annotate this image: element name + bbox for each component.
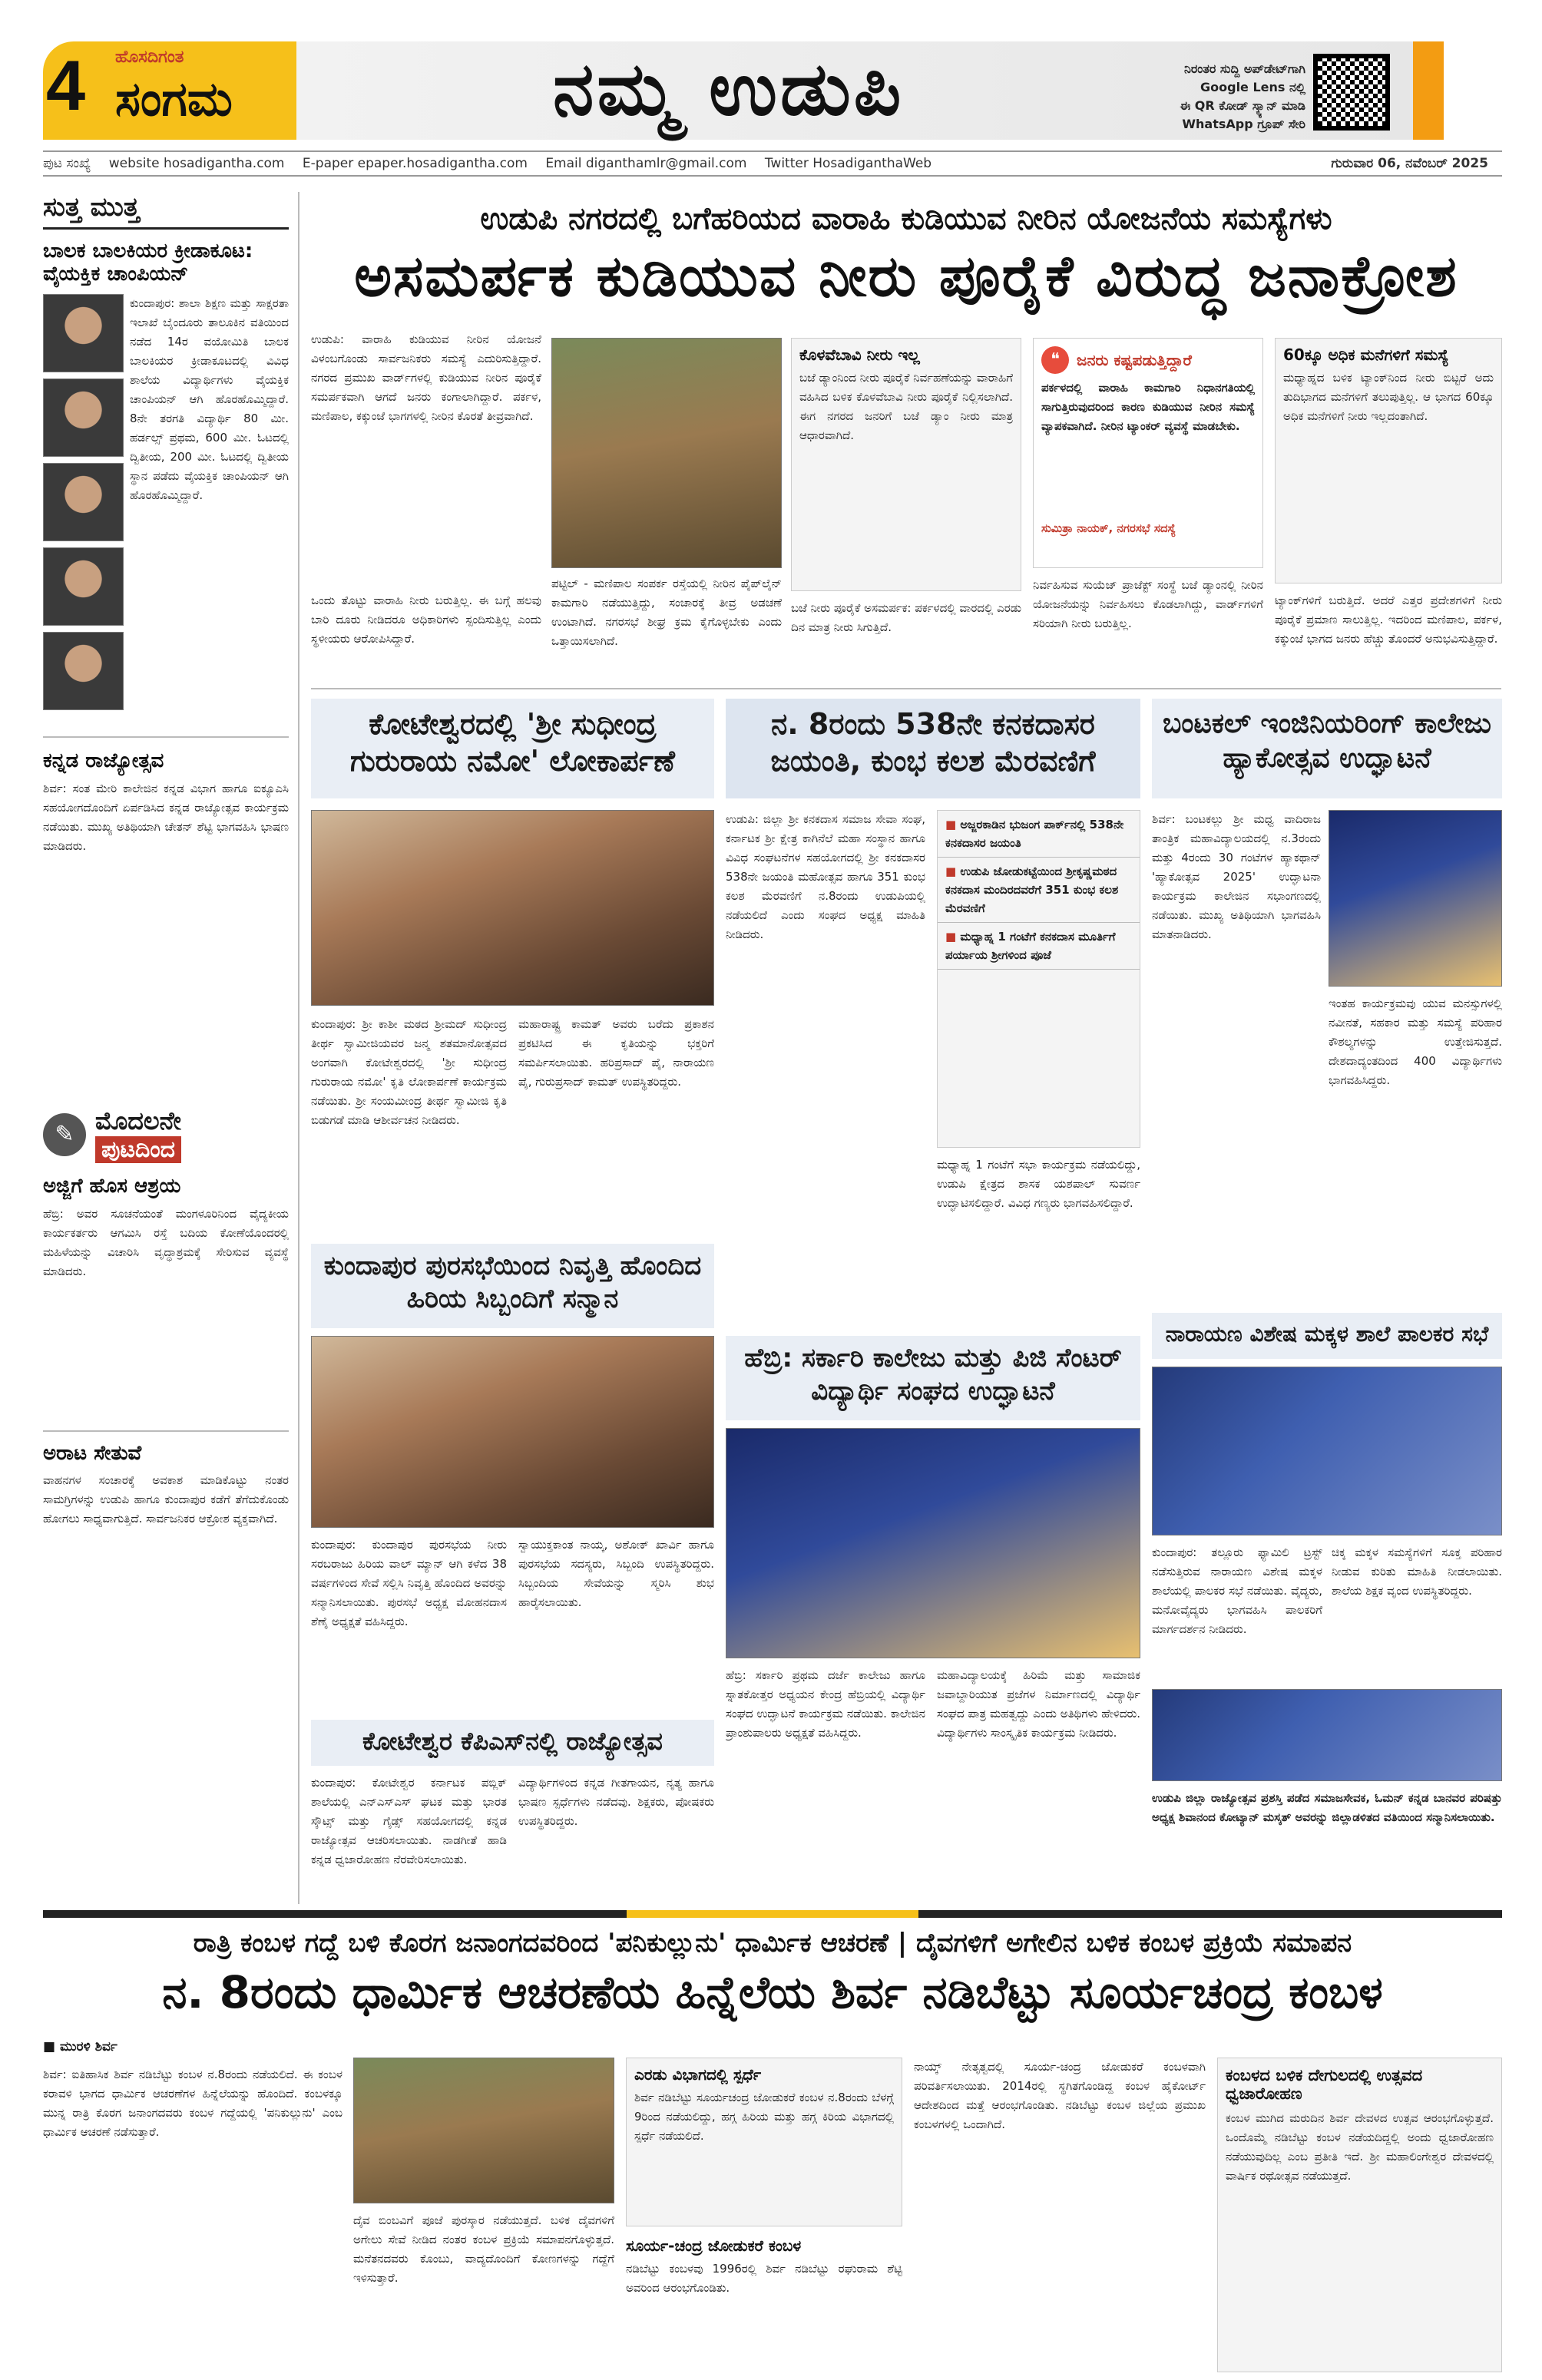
sidebar-story4-body: ವಾಹನಗಳ ಸಂಚಾರಕ್ಕೆ ಅವಕಾಶ ಮಾಡಿಕೊಟ್ಟು ನಂತರ ಸಾಮಗ್ರಿಗಳನ್ನು ಉಡುಪಿ ಹಾಗೂ ಕುಂದಾಪುರ ಕಡೆಗೆ ತೆಗೆದುಕೊಂಡು ಹೋಗಲು ಸಾಧ್ಯವಾಗುತ್ತಿದೆ. ಸಾರ್ವಜನಿಕರ ಆಕ್ರೋಶ ವ್ಯಕ್ತವಾಗಿದೆ. (43, 1473, 289, 1526)
first-page-banner (43, 1106, 289, 1163)
jodukare-body: ನಡಿಬೆಟ್ಟು ಕಂಬಳವು 1996ರಲ್ಲಿ ಶಿರ್ವ ನಡಿಬೆಟ್ಟು ರಘುರಾಮ ಶೆಟ್ಟಿ ಅವರಿಂದ ಆರಂಭಗೊಂಡಿತು. (626, 2262, 902, 2295)
story-c-headline: ಬಂಟಕಲ್ ಇಂಜಿನಿಯರಿಂಗ್ ಕಾಲೇಜು ಹ್ಯಾಕೋತ್ಸವ ಉದ್ಘಾಟನೆ (1152, 699, 1502, 798)
bullet: ■ ಮಧ್ಯಾಹ್ನ 1 ಗಂಟೆಗೆ ಕನಕದಾಸ ಮೂರ್ತಿಗೆ ಪರ್ಯಾಯ ಶ್ರೀಗಳಿಂದ ಪೂಜೆ (938, 923, 1140, 970)
bottom-body3: ನಾಯ್ಕ್ ನೇತೃತ್ವದಲ್ಲಿ ಸೂರ್ಯ-ಚಂದ್ರ ಜೋಡುಕರೆ ಕಂಬಳವಾಗಿ ಪರಿವರ್ತಿಸಲಾಯಿತು. 2014ರಲ್ಲಿ ಸ್ಥಗಿತಗೊಂಡಿದ್ದ ಕಂಬಳ ಹೈಕೋರ್ಟ್ ಆದೇಶದಿಂದ ಮತ್ತೆ ಆರಂಭಗೊಂಡಿತು. ನಡಿಬೆಟ್ಟು ಕಂಬಳ ಜಿಲ್ಲೆಯ ಪ್ರಮುಖ ಕಂಬಳಗಳಲ್ಲಿ ಒಂದಾಗಿದೆ. (914, 2060, 1206, 2131)
narayana-headline: ನಾರಾಯಣ ವಿಶೇಷ ಮಕ್ಕಳ ಶಾಲೆ ಪಾಲಕರ ಸಭೆ (1152, 1313, 1502, 1359)
page-label: ಪುಟ ಸಂಖ್ಯೆ (43, 156, 91, 171)
retire-headline: ಕುಂದಾಪುರ ಪುರಸಭೆಯಿಂದ ನಿವೃತ್ತಿ ಹೊಂದಿದ ಹಿರಿಯ ಸಿಬ್ಬಂದಿಗೆ ಸನ್ಮಾನ (311, 1244, 714, 1328)
sidebar-story2-title: ಕನ್ನಡ ರಾಜ್ಯೋತ್ಸವ (43, 749, 164, 772)
divider (43, 1430, 289, 1432)
lead-side1-body2: ಬಜೆ ನೀರು ಪೂರೈಕೆ ಅಸಮರ್ಪಕ: ಪರ್ಕಳದಲ್ಲಿ ವಾರದಲ್ಲಿ ಎರಡು ದಿನ ಮಾತ್ರ ನೀರು ಸಿಗುತ್ತಿದೆ. (791, 601, 1021, 634)
bullet: ■ ಉಡುಪಿ ಜೋಡುಕಟ್ಟೆಯಿಂದ ಶ್ರೀಕೃಷ್ಣಮಠದ ಕನಕದಾಸ ಮಂದಿರದವರೆಗೆ 351 ಕುಂಭ ಕಲಶ ಮೆರವಣಿಗೆ (938, 858, 1140, 923)
sidebar (43, 192, 289, 1904)
retire-body2: ಸ್ವಾಯುಕ್ತಕಾಂತ ನಾಯ್ಕ, ಅಶೋಕ್ ಖಾರ್ವಿ ಹಾಗೂ ಪುರಸಭೆಯ ಸದಸ್ಯರು, ಸಿಬ್ಬಂದಿ ಉಪಸ್ಥಿತರಿದ್ದರು. ಸಿಬ್ಬಂದಿಯ ಸೇವೆಯನ್ನು ಸ್ಮರಿಸಿ ಶುಭ ಹಾರೈಸಲಾಯಿತು. (518, 1538, 714, 1609)
narayana-photo (1152, 1367, 1502, 1535)
page-number: 4 (46, 47, 86, 125)
story-c-body: ಶಿರ್ವ: ಬಂಟಕಲ್ಲು ಶ್ರೀ ಮಧ್ವ ವಾದಿರಾಜ ತಾಂತ್ರಿಕ ಮಹಾವಿದ್ಯಾಲಯದಲ್ಲಿ ನ.3ರಂದು ಮತ್ತು 4ರಂದು 30 ಗಂಟೆಗಳ ಹ್ಯಾಕಥಾನ್ 'ಹ್ಯಾಕೋತ್ಸವ 2025' ಉದ್ಘಾಟನಾ ಕಾರ್ಯಕ್ರಮ ಕಾಲೇಜಿನ ಸಭಾಂಗಣದಲ್ಲಿ ನಡೆಯಿತು. ಮುಖ್ಯ ಅತಿಥಿಯಾಗಿ ಭಾಗವಹಿಸಿ ಮಾತನಾಡಿದರು. (1152, 812, 1321, 941)
story-a-headline: ಕೋಟೇಶ್ವರದಲ್ಲಿ 'ಶ್ರೀ ಸುಧೀಂದ್ರ ಗುರುರಾಯ ನಮೋ' ಲೋಕಾರ್ಪಣೆ (311, 699, 714, 798)
twitter-link[interactable]: Twitter HosadiganthaWeb (764, 156, 932, 171)
lead-body2: ಪಟ್ಟಿಲ್ - ಮಣಿಪಾಲ ಸಂಪರ್ಕ ರಸ್ತೆಯಲ್ಲಿ ನೀರಿನ ಪೈಪ್‌ಲೈನ್ ಕಾಮಗಾರಿ ನಡೆಯುತ್ತಿದ್ದು, ಸಂಚಾರಕ್ಕೆ ತೀವ್ರ ಅಡಚಣೆ ಉಂಟಾಗಿದೆ. ನಗರಸಭೆ ಶೀಘ್ರ ಕ್ರಮ ಕೈಗೊಳ್ಳಬೇಕು ಎಂದು ಒತ್ತಾಯಿಸಲಾಗಿದೆ. (551, 577, 782, 648)
qr-code[interactable] (1313, 54, 1390, 131)
lead-body1b: ಒಂದು ತೊಟ್ಟು ವಾರಾಹಿ ನೀರು ಬರುತ್ತಿಲ್ಲ. ಈ ಬಗ್ಗೆ ಹಲವು ಬಾರಿ ದೂರು ನೀಡಿದರೂ ಅಧಿಕಾರಿಗಳು ಸ್ಪಂದಿಸುತ್ತಿಲ್ಲ ಎಂದು ಸ್ಥಳೀಯರು ಆರೋಪಿಸಿದ್ದಾರೆ. (311, 593, 541, 646)
homes-body: ಮಧ್ಯಾಹ್ನದ ಬಳಿಕ ಟ್ಯಾಂಕ್‌ನಿಂದ ನೀರು ಬಿಟ್ಟರೆ ಅದು ತುದಿಭಾಗದ ಮನೆಗಳಿಗೆ ತಲುಪುತ್ತಿಲ್ಲ. ಆ ಭಾಗದ 60ಕ್ಕೂ ಅಧಿಕ ಮನೆಗಳಿಗೆ ನೀರು ಇಲ್ಲದಂತಾಗಿದೆ. (1283, 371, 1494, 423)
student-photo (43, 632, 124, 710)
hebri-body: ಹೆಬ್ರಿ: ಸರ್ಕಾರಿ ಪ್ರಥಮ ದರ್ಜೆ ಕಾಲೇಜು ಹಾಗೂ ಸ್ನಾತಕೋತ್ತರ ಅಧ್ಯಯನ ಕೇಂದ್ರ ಹೆಬ್ರಿಯಲ್ಲಿ ವಿದ್ಯಾರ್ಥಿ ಸಂಘದ ಉದ್ಘಾಟನೆ ಕಾರ್ಯಕ್ರಮ ನಡೆಯಿತು. ಕಾಲೇಜಿನ ಪ್ರಾಂಶುಪಾಲರು ಅಧ್ಯಕ್ಷತೆ ವಹಿಸಿದ್ದರು. (726, 1668, 925, 1740)
hebri-headline: ಹೆಬ್ರಿ: ಸರ್ಕಾರಿ ಕಾಲೇಜು ಮತ್ತು ಪಿಜಿ ಸೆಂಟರ್ ವಿದ್ಯಾರ್ಥಿ ಸಂಘದ ಉದ್ಘಾಟನೆ (726, 1336, 1140, 1420)
bottom-kicker: ರಾತ್ರಿ ಕಂಬಳ ಗದ್ದೆ ಬಳಿ ಕೊರಗ ಜನಾಂಗದವರಿಂದ 'ಪನಿಕುಲ್ಲುನು' ಧಾರ್ಮಿಕ ಆಚರಣೆ | ದೈವಗಳಿಗೆ ಅಗೇಲಿನ ಬಳಿಕ ಕಂಬಳ ಪ್ರಕ್ರಿಯೆ ಸಮಾಪನ (193, 1928, 1352, 1959)
divider (43, 736, 289, 738)
student-photo (43, 294, 124, 372)
kambala-photo (353, 2058, 614, 2203)
bottom-byline: ■ ಮುರಳಿ ಶಿರ್ವ (43, 2039, 117, 2054)
sidebar-header: ಸುತ್ತ ಮುತ್ತ (43, 192, 289, 230)
borewell-body: ಬಜೆ ಡ್ಯಾಂನಿಂದ ನೀರು ಪೂರೈಕೆ ನಿರ್ವಹಣೆಯನ್ನು ವಾರಾಹಿಗೆ ವಹಿಸಿದ ಬಳಿಕ ಕೊಳವೆಬಾವಿ ನೀರು ಪೂರೈಕೆ ನಿಲ್ಲಿಸಲಾಗಿದೆ. ಈಗ ನಗರದ ಜನರಿಗೆ ಬಜೆ ಡ್ಯಾಂ ನೀರು ಮಾತ್ರ ಆಧಾರವಾಗಿದೆ. (799, 371, 1013, 442)
lead-headline: ಅಸಮರ್ಪಕ ಕುಡಿಯುವ ನೀರು ಪೂರೈಕೆ ವಿರುದ್ಧ ಜನಾಕ್ರೋಶ (354, 243, 1458, 309)
kote-headline: ಕೋಟೇಶ್ವರ ಕೆಪಿಎಸ್‌ನಲ್ಲಿ ರಾಜ್ಯೋತ್ಸವ (311, 1720, 714, 1766)
narayana-body: ಕುಂದಾಪುರ: ತಲ್ಲೂರು ಫ್ಯಾಮಿಲಿ ಟ್ರಸ್ಟ್ ನಡೆಸುತ್ತಿರುವ ನಾರಾಯಣ ವಿಶೇಷ ಮಕ್ಕಳ ಶಾಲೆಯಲ್ಲಿ ಪಾಲಕರ ಸಭೆ ನಡೆಯಿತು. ವೈದ್ಯರು, ಮನೋವೈದ್ಯರು ಭಾಗವಹಿಸಿ ಪಾಲಕರಿಗೆ ಮಾರ್ಗದರ್ಶನ ನೀಡಿದರು. (1152, 1545, 1322, 1636)
hebri-photo (726, 1428, 1140, 1658)
lead-body4: ಟ್ಯಾಂಕ್‌ಗಳಿಗೆ ಬರುತ್ತಿದೆ. ಅದರೆ ಎತ್ತರ ಪ್ರದೇಶಗಳಿಗೆ ನೀರು ಪೂರೈಕೆ ಪ್ರಮಾಣ ಸಾಲುತ್ತಿಲ್ಲ. ಇದರಿಂದ ಮಣಿಪಾಲ, ಪರ್ಕಳ, ಕಕ್ಕುಂಜೆ ಭಾಗದ ಜನರು ಹೆಚ್ಚು ತೊಂದರೆ ಅನುಭವಿಸುತ್ತಿದ್ದಾರೆ. (1275, 593, 1502, 646)
issue-date: ಗುರುವಾರ 06, ನವೆಂಬರ್ 2025 (1331, 156, 1488, 171)
story-b-headline: ನ. 8ರಂದು 538ನೇ ಕನಕದಾಸರ ಜಯಂತಿ, ಕುಂಭ ಕಲಶ ಮೆರವಣಿಗೆ (726, 699, 1140, 798)
jodukare-box (626, 2234, 902, 2372)
kote-body: ಕುಂದಾಪುರ: ಕೋಟೇಶ್ವರ ಕರ್ನಾಟಕ ಪಬ್ಲಿಕ್ ಶಾಲೆಯಲ್ಲಿ ಎನ್ಎಸ್ಎಸ್ ಘಟಕ ಮತ್ತು ಭಾರತ ಸ್ಕೌಟ್ಸ್ ಮತ್ತು ಗೈಡ್ಸ್ ಸಹಯೋಗದಲ್ಲಿ ಕನ್ನಡ ರಾಜ್ಯೋತ್ಸವ ಆಚರಿಸಲಾಯಿತು. ನಾಡಗೀತೆ ಹಾಡಿ ಕನ್ನಡ ಧ್ವಜಾರೋಹಣ ನೆರವೇರಿಸಲಾಯಿತು. (311, 1776, 507, 1866)
quote-icon: ❝ (1041, 346, 1069, 374)
story-a-body2: ಮಹಾರಾಷ್ಟ್ರ ಕಾಮತ್ ಅವರು ಬರೆದು ಪ್ರಕಾಶನ ಪ್ರಕಟಿಸಿದ ಈ ಕೃತಿಯನ್ನು ಭಕ್ತರಿಗೆ ಸಮರ್ಪಿಸಲಾಯಿತು. ಹರಿಪ್ರಸಾದ್ ಪೈ, ನಾರಾಯಣ ಪೈ, ಗುರುಪ್ರಸಾದ್ ಕಾಮತ್ ಉಪಸ್ಥಿತರಿದ್ದರು. (518, 1017, 714, 1089)
qr-instructions: ನಿರಂತರ ಸುದ್ದಿ ಅಪ್‌ಡೇಟ್‌ಗಾಗಿ Google Lens ನಲ್ಲಿ ಈ QR ಕೋಡ್ ಸ್ಕ್ಯಾನ್ ಮಾಡಿ WhatsApp ಗ್ರೂಪ್ ಸೇರಿ (1180, 61, 1305, 131)
email-link[interactable]: Email diganthamlr@gmail.com (545, 156, 747, 171)
hebri-body2: ಮಹಾವಿದ್ಯಾಲಯಕ್ಕೆ ಹಿರಿಮೆ ಮತ್ತು ಸಾಮಾಜಿಕ ಜವಾಬ್ದಾರಿಯುತ ಪ್ರಜೆಗಳ ನಿರ್ಮಾಣದಲ್ಲಿ ವಿದ್ಯಾರ್ಥಿ ಸಂಘದ ಪಾತ್ರ ಮಹತ್ವದ್ದು ಎಂದು ಅತಿಥಿಗಳು ಹೇಳಿದರು. ವಿದ್ಯಾರ್ಥಿಗಳು ಸಾಂಸ್ಕೃತಿಕ ಕಾರ್ಯಕ್ರಮ ನೀಡಿದರು. (937, 1668, 1140, 1740)
sidebar-story1-title: ಬಾಲಕ ಬಾಲಕಿಯರ ಕ್ರೀಡಾಕೂಟ: ವೈಯಕ್ತಿಕ ಚಾಂಪಿಯನ್ (43, 240, 253, 286)
lead-photo (551, 338, 782, 568)
sidebar-story1-body: ಕುಂದಾಪುರ: ಶಾಲಾ ಶಿಕ್ಷಣ ಮತ್ತು ಸಾಕ್ಷರತಾ ಇಲಾಖೆ ಬೈಂದೂರು ತಾಲೂಕಿನ ವತಿಯಿಂದ ನಡೆದ 14ರ ವಯೋಮಿತಿ ಬಾಲಕ ಬಾಲಕಿಯರ ಕ್ರೀಡಾಕೂಟದಲ್ಲಿ ವಿವಿಧ ಶಾಲೆಯ ವಿದ್ಯಾರ್ಥಿಗಳು ವೈಯಕ್ತಿಕ ಚಾಂಪಿಯನ್ ಆಗಿ ಹೊರಹೊಮ್ಮಿದ್ದಾರೆ. 8ನೇ ತರಗತಿ ವಿದ್ಯಾರ್ಥಿ 80 ಮೀ. ಹರ್ಡಲ್ಸ್ ಪ್ರಥಮ, 600 ಮೀ. ಓಟದಲ್ಲಿ ದ್ವಿತೀಯ, 200 ಮೀ. ಓಟದಲ್ಲಿ ದ್ವಿತೀಯ ಸ್ಥಾನ ಪಡೆದು ವೈಯಕ್ತಿಕ ಚಾಂಪಿಯನ್ ಆಗಿ ಹೊರಹೊಮ್ಮಿದ್ದಾರೆ. (130, 296, 289, 502)
epaper-link[interactable]: E-paper epaper.hosadigantha.com (302, 156, 528, 171)
paper-name: ಹೊಸದಿಗಂತ (115, 48, 184, 67)
first-page-label: ಮೊದಲನೇ (95, 1106, 181, 1135)
quote-author: ಸುಮಿತ್ರಾ ನಾಯಕ್, ನಗರಸಭೆ ಸದಸ್ಯೆ (1041, 521, 1176, 535)
story-b-body2: ಮಧ್ಯಾಹ್ನ 1 ಗಂಟೆಗೆ ಸಭಾ ಕಾರ್ಯಕ್ರಮ ನಡೆಯಲಿದ್ದು, ಉಡುಪಿ ಕ್ಷೇತ್ರದ ಶಾಸಕ ಯಶಪಾಲ್ ಸುವರ್ಣ ಉದ್ಘಾಟಿಸಲಿದ್ದಾರೆ. ವಿವಿಧ ಗಣ್ಯರು ಭಾಗವಹಿಸಲಿದ್ದಾರೆ. (937, 1158, 1140, 1210)
first-page-sub: ಪುಟದಿಂದ (95, 1136, 181, 1163)
bottom-body2: ದೈವ ಬಿಂಬವಿಗೆ ಪೂಜೆ ಪುರಸ್ಕಾರ ನಡೆಯುತ್ತದೆ. ಬಳಿಕ ದೈವಗಳಿಗೆ ಅಗೇಲು ಸೇವೆ ನೀಡಿದ ನಂತರ ಕಂಬಳ ಪ್ರಕ್ರಿಯೆ ಸಮಾಪನಗೊಳ್ಳುತ್ತದೆ. ಮನೆತನದವರು ಕೊಂಬು, ವಾದ್ಯದೊಂದಿಗೆ ಕೋಣಗಳನ್ನು ಗದ್ದೆಗೆ ಇಳಿಸುತ್ತಾರೆ. (353, 2213, 614, 2285)
section-name: ಸಂಗಮ (115, 71, 233, 127)
competition-title: ಎರಡು ವಿಭಾಗದಲ್ಲಿ ಸ್ಪರ್ಧೆ (634, 2065, 762, 2084)
sidebar-story4-title: ಅರಾಟ ಸೇತುವೆ (43, 1441, 142, 1465)
story-a-body: ಕುಂದಾಪುರ: ಶ್ರೀ ಕಾಶೀ ಮಠದ ಶ್ರೀಮದ್ ಸುಧೀಂದ್ರ ತೀರ್ಥ ಸ್ವಾಮೀಜಿಯವರ ಜನ್ಮ ಶತಮಾನೋತ್ಸವದ ಅಂಗವಾಗಿ ಕೋಟೇಶ್ವರದಲ್ಲಿ 'ಶ್ರೀ ಸುಧೀಂದ್ರ ಗುರುರಾಯ ನಮೋ' ಕೃತಿ ಲೋಕಾರ್ಪಣೆ ಕಾರ್ಯಕ್ರಮ ನಡೆಯಿತು. ಶ್ರೀ ಸಂಯಮೀಂದ್ರ ತೀರ್ಥ ಸ್ವಾಮೀಜಿ ಕೃತಿ ಬಿಡುಗಡೆ ಮಾಡಿ ಆಶೀರ್ವಚನ ನೀಡಿದರು. (311, 1017, 507, 1127)
pencil-icon: ✎ (43, 1113, 86, 1156)
award-photo (1152, 1689, 1502, 1781)
retire-photo (311, 1336, 714, 1528)
sidebar-story3-title: ಅಜ್ಜಿಗೆ ಹೊಸ ಆಶ್ರಯ (43, 1174, 181, 1198)
bottom-body1: ಶಿರ್ವ: ಐತಿಹಾಸಿಕ ಶಿರ್ವ ನಡಿಬೆಟ್ಟು ಕಂಬಳ ನ.8ರಂದು ನಡೆಯಲಿದೆ. ಈ ಕಂಬಳ ಕರಾವಳಿ ಭಾಗದ ಧಾರ್ಮಿಕ ಆಚರಣೆಗಳ ಹಿನ್ನೆಲೆಯನ್ನು ಹೊಂದಿದೆ. ಕಂಬಳಕ್ಕೂ ಮುನ್ನ ರಾತ್ರಿ ಕೊರಗ ಜನಾಂಗದವರು ಕಂಬಳ ಗದ್ದೆಯಲ್ಲಿ 'ಪನಿಕುಲ್ಲುನು' ಎಂಬ ಧಾರ್ಮಿಕ ಆಚರಣೆ ನಡೆಸುತ್ತಾರೆ. (43, 2068, 342, 2139)
borewell-title: ಕೊಳವೆಬಾವಿ ನೀರು ಇಲ್ಲ (799, 345, 920, 364)
homes-title: 60ಕ್ಕೂ ಅಧಿಕ ಮನೆಗಳಿಗೆ ಸಮಸ್ಯೆ (1283, 345, 1449, 364)
lead-body3: ನಿರ್ವಹಿಸುವ ಸುಯೆಜ್ ಪ್ರಾಜೆಕ್ಟ್ ಸಂಸ್ಥೆ ಬಜೆ ಡ್ಯಾಂನಲ್ಲಿ ನೀರಿನ ಯೋಜನೆಯನ್ನು ನಿರ್ವಹಿಸಲು ಕೊಡಲಾಗಿದ್ದು, ವಾರ್ಡ್‌ಗಳಿಗೆ ಸರಿಯಾಗಿ ನೀರು ಬರುತ್ತಿಲ್ಲ. (1033, 578, 1263, 630)
side-box-borewell (791, 338, 1021, 591)
bullet: ■ ಅಜ್ಜರಕಾಡಿನ ಭುಜಂಗ ಪಾರ್ಕ್‌ನಲ್ಲಿ 538ನೇ ಕನಕದಾಸರ ಜಯಂತಿ (938, 811, 1140, 858)
competition-box (626, 2058, 902, 2226)
edition-title: ನಮ್ಮ ಉಡುಪಿ (553, 46, 905, 132)
quote-box (1033, 338, 1263, 568)
retire-body: ಕುಂದಾಪುರ: ಕುಂದಾಪುರ ಪುರಸಭೆಯ ನೀರು ಸರಬರಾಜು ಹಿರಿಯ ವಾಲ್ ಮ್ಯಾನ್ ಆಗಿ ಕಳೆದ 38 ವರ್ಷಗಳಿಂದ ಸೇವೆ ಸಲ್ಲಿಸಿ ನಿವೃತ್ತಿ ಹೊಂದಿದ ಅವರನ್ನು ಸನ್ಮಾನಿಸಲಾಯಿತು. ಪುರಸಭೆ ಅಧ್ಯಕ್ಷ ಮೋಹನದಾಸ ಶೆಣೈ ಅಧ್ಯಕ್ಷತೆ ವಹಿಸಿದ್ದರು. (311, 1538, 507, 1628)
story-b-body: ಉಡುಪಿ: ಜಿಲ್ಲಾ ಶ್ರೀ ಕನಕದಾಸ ಸಮಾಜ ಸೇವಾ ಸಂಘ, ಕರ್ನಾಟಕ ಶ್ರೀ ಕ್ಷೇತ್ರ ಕಾಗಿನೆಲೆ ಮಹಾ ಸಂಸ್ಥಾನ ಹಾಗೂ ವಿವಿಧ ಸಂಘಟನೆಗಳ ಸಹಯೋಗದಲ್ಲಿ ಶ್ರೀ ಕನಕದಾಸರ 538ನೇ ಜಯಂತಿ ಮಹೋತ್ಸವ ಹಾಗೂ 351 ಕುಂಭ ಕಲಶ ಮೆರವಣಿಗೆ ನ.8ರಂದು ಉಡುಪಿಯಲ್ಲಿ ನಡೆಯಲಿದೆ ಎಂದು ಸಂಘದ ಅಧ್ಯಕ್ಷ ಮಾಹಿತಿ ನೀಡಿದರು. (726, 812, 925, 941)
kote-body2: ವಿದ್ಯಾರ್ಥಿಗಳಿಂದ ಕನ್ನಡ ಗೀತಗಾಯನ, ನೃತ್ಯ ಹಾಗೂ ಭಾಷಣ ಸ್ಪರ್ಧೆಗಳು ನಡೆದವು. ಶಿಕ್ಷಕರು, ಪೋಷಕರು ಉಪಸ್ಥಿತರಿದ್ದರು. (518, 1776, 714, 1828)
section-strip (43, 1910, 1502, 1918)
info-bar (43, 150, 1502, 177)
competition-body: ಶಿರ್ವ ನಡಿಬೆಟ್ಟು ಸೂರ್ಯಚಂದ್ರ ಜೋಡುಕರೆ ಕಂಬಳ ನ.8ರಂದು ಬೆಳಗ್ಗೆ 9ರಿಂದ ನಡೆಯಲಿದ್ದು, ಹಗ್ಗ ಹಿರಿಯ ಮತ್ತು ಹಗ್ಗ ಕಿರಿಯ ವಿಭಾಗದಲ್ಲಿ ಸ್ಪರ್ಧೆ ನಡೆಯಲಿದೆ. (634, 2091, 894, 2143)
student-photo (43, 547, 124, 626)
narayana-body2: ಚಿಕ್ಕ ಮಕ್ಕಳ ಸಮಸ್ಯೆಗಳಿಗೆ ಸೂಕ್ತ ಪರಿಹಾರ ನೀಡುವ ಕುರಿತು ಮಾಹಿತಿ ನೀಡಲಾಯಿತು. ಶಾಲೆಯ ಶಿಕ್ಷಕ ವೃಂದ ಉಪಸ್ಥಿತರಿದ್ದರು. (1332, 1545, 1502, 1598)
student-photo (43, 463, 124, 541)
orange-tab (1413, 41, 1444, 140)
sidebar-story2-body: ಶಿರ್ವ: ಸಂತ ಮೇರಿ ಕಾಲೇಜಿನ ಕನ್ನಡ ವಿಭಾಗ ಹಾಗೂ ಐಕ್ಯೂಎಸಿ ಸಹಯೋಗದೊಂದಿಗೆ ಏರ್ಪಡಿಸಿದ ಕನ್ನಡ ರಾಜ್ಯೋತ್ಸವ ಕಾರ್ಯಕ್ರಮ ನಡೆಯಿತು. ಮುಖ್ಯ ಅತಿಥಿಯಾಗಿ ಚೇತನ್ ಶೆಟ್ಟಿ ಭಾಗವಹಿಸಿ ಭಾಷಣ ಮಾಡಿದರು. (43, 781, 289, 853)
byline-text: ಮುರಳಿ ಶಿರ್ವ (59, 2039, 117, 2054)
sidebar-divider (298, 192, 299, 1904)
bottom-headline: ನ. 8ರಂದು ಧಾರ್ಮಿಕ ಆಚರಣೆಯ ಹಿನ್ನೆಲೆಯ ಶಿರ್ವ ನಡಿಬೆಟ್ಟು ಸೂರ್ಯಚಂದ್ರ ಕಂಬಳ (162, 1966, 1383, 2018)
lead-body1: ಉಡುಪಿ: ವಾರಾಹಿ ಕುಡಿಯುವ ನೀರಿನ ಯೋಜನೆ ವಿಳಂಬಗೊಂಡು ಸಾರ್ವಜನಿಕರು ಸಮಸ್ಯೆ ಎದುರಿಸುತ್ತಿದ್ದಾರೆ. ನಗರದ ಪ್ರಮುಖ ವಾರ್ಡ್‌ಗಳಲ್ಲಿ ಕುಡಿಯುವ ನೀರಿನ ಪೂರೈಕೆ ಸಮರ್ಪಕವಾಗಿ ಆಗದೆ ಜನರು ಕಂಗಾಲಾಗಿದ್ದಾರೆ. ಪರ್ಕಳ, ಮಣಿಪಾಲ, ಕಕ್ಕುಂಜೆ ಭಾಗಗಳಲ್ಲಿ ನೀರಿನ ಕೊರತೆ ತೀವ್ರವಾಗಿದೆ. (311, 332, 541, 423)
masthead (0, 0, 1542, 146)
temple-title: ಕಂಬಳದ ಬಳಿಕ ದೇಗುಲದಲ್ಲಿ ಉತ್ಸವದ ಧ್ವಜಾರೋಹಣ (1226, 2066, 1423, 2104)
student-photo (43, 378, 124, 457)
temple-body: ಕಂಬಳ ಮುಗಿದ ಮರುದಿನ ಶಿರ್ವ ದೇವಳದ ಉತ್ಸವ ಆರಂಭಗೊಳ್ಳುತ್ತದೆ. ಒಂದೊಮ್ಮೆ ನಡಿಬೆಟ್ಟು ಕಂಬಳ ನಡೆಯದಿದ್ದಲ್ಲಿ ಅಂದು ಧ್ವಜಾರೋಹಣ ನಡೆಯುವುದಿಲ್ಲ ಎಂಬ ಪ್ರತೀತಿ ಇದೆ. ಶ್ರೀ ಮಹಾಲಿಂಗೇಶ್ವರ ದೇವಳದಲ್ಲಿ ವಾರ್ಷಿಕ ರಥೋತ್ಸವ ನಡೆಯುತ್ತದೆ. (1226, 2111, 1494, 2183)
lead-kicker: ಉಡುಪಿ ನಗರದಲ್ಲಿ ಬಗೆಹರಿಯದ ವಾರಾಹಿ ಕುಡಿಯುವ ನೀರಿನ ಯೋಜನೆಯ ಸಮಸ್ಯೆಗಳು (480, 201, 1332, 236)
sidebar-story3-body: ಹೆಬ್ರಿ: ಅವರ ಸೂಚನೆಯಂತೆ ಮಂಗಳೂರಿನಿಂದ ವೈದ್ಯಕೀಯ ಕಾರ್ಯಕರ್ತರು ಆಗಮಿಸಿ ರಸ್ತೆ ಬದಿಯ ಕೋಣೆಯೊಂದರಲ್ಲಿ ಮಹಿಳೆಯನ್ನು ವಿಚಾರಿಸಿ ವೃದ್ಧಾಶ್ರಮಕ್ಕೆ ಸೇರಿಸುವ ವ್ಯವಸ್ಥೆ ಮಾಡಿದರು. (43, 1206, 289, 1278)
temple-box (1217, 2058, 1502, 2372)
side-box-homes (1275, 338, 1502, 583)
quote-title: ಜನರು ಕಷ್ಟಪಡುತ್ತಿದ್ದಾರೆ (1077, 350, 1192, 369)
story-c-body2: ಇಂತಹ ಕಾರ್ಯಕ್ರಮವು ಯುವ ಮನಸ್ಸುಗಳಲ್ಲಿ ನವೀನತೆ, ಸಹಕಾರ ಮತ್ತು ಸಮಸ್ಯೆ ಪರಿಹಾರ ಕೌಶಲ್ಯಗಳನ್ನು ಉತ್ತೇಜಿಸುತ್ತದೆ. ದೇಶದಾದ್ಯಂತದಿಂದ 400 ವಿದ್ಯಾರ್ಥಿಗಳು ಭಾಗವಹಿಸಿದ್ದರು. (1329, 997, 1502, 1087)
story-a-photo (311, 810, 714, 1006)
jodukare-title: ಸೂರ್ಯ-ಚಂದ್ರ ಜೋಡುಕರೆ ಕಂಬಳ (626, 2236, 802, 2255)
website-link[interactable]: website hosadigantha.com (108, 156, 285, 171)
story-b-bullets (937, 810, 1140, 1148)
divider (311, 688, 1501, 689)
quote-body: ಪರ್ಕಳದಲ್ಲಿ ವಾರಾಹಿ ಕಾಮಗಾರಿ ನಿಧಾನಗತಿಯಲ್ಲಿ ಸಾಗುತ್ತಿರುವುದರಿಂದ ಕಾರಣ ಕುಡಿಯುವ ನೀರಿನ ಸಮಸ್ಯೆ ವ್ಯಾಪಕವಾಗಿದೆ. ನೀರಿನ ಟ್ಯಾಂಕರ್ ವ್ಯವಸ್ಥೆ ಮಾಡಬೇಕು. (1041, 381, 1255, 433)
award-caption: ಉಡುಪಿ ಜಿಲ್ಲಾ ರಾಜ್ಯೋತ್ಸವ ಪ್ರಶಸ್ತಿ ಪಡೆದ ಸಮಾಜಸೇವಕ, ಓಮನ್ ಕನ್ನಡ ಬಾನವರ ಪರಿಷತ್ತು ಅಧ್ಯಕ್ಷ ಶಿವಾನಂದ ಕೋಟ್ಯಾನ್ ಮಸ್ಕತ್ ಅವರನ್ನು ಜಿಲ್ಲಾಡಳಿತದ ವತಿಯಿಂದ ಸನ್ಮಾನಿಸಲಾಯಿತು. (1152, 1791, 1502, 1824)
story-c-photo (1329, 810, 1502, 987)
